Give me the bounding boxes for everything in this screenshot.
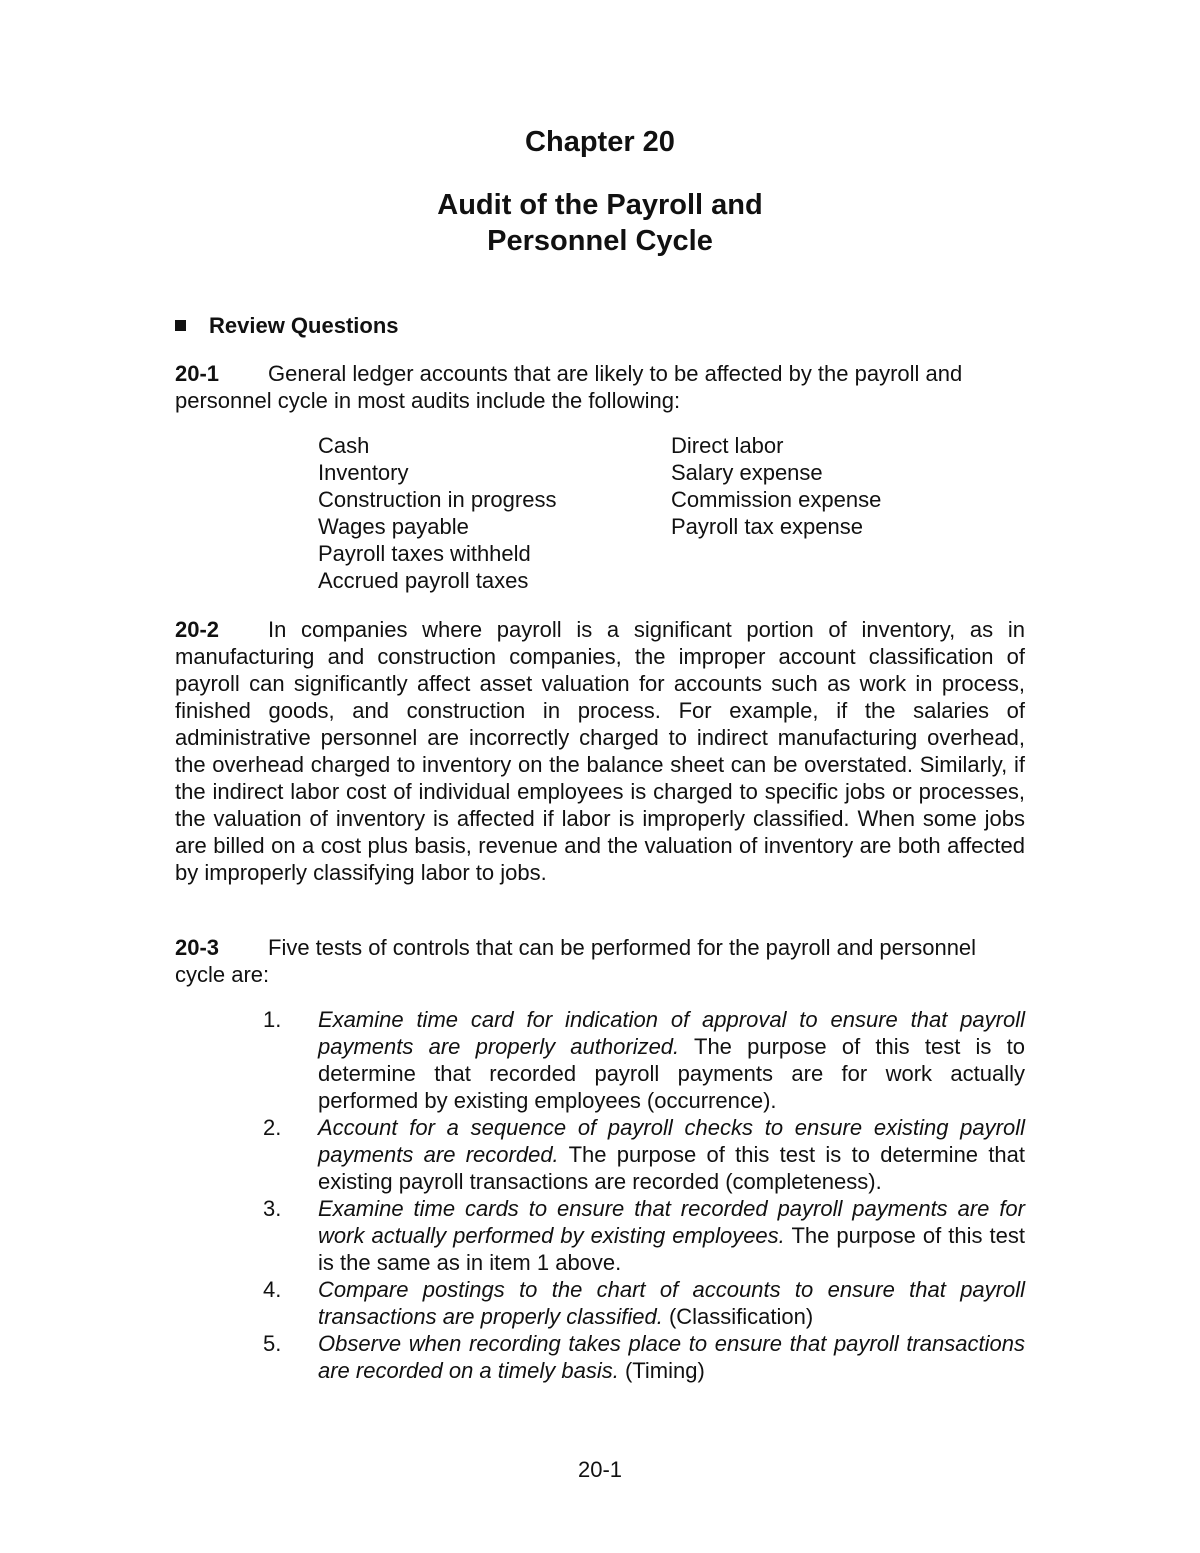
list-item: [263, 1006, 1025, 1114]
question-text: Five tests of controls that can be performed for the payroll and personnel cycle are:: [175, 935, 977, 987]
test-detail: (Classification): [668, 1304, 814, 1329]
list-item: [263, 1114, 1025, 1195]
test-description: Account for a sequence of payroll checks to ensure existing payroll payments are recorded.: [318, 1115, 1025, 1167]
question-text: General ledger accounts that are likely to be affected by the payroll and personnel cycle in most audits include the following:: [175, 361, 963, 413]
question-number: 20-1: [175, 361, 220, 386]
list-item: Payroll tax expense: [671, 514, 863, 539]
account-list-right: [671, 432, 881, 540]
question-text: In companies where payroll is a significant portion of inventory, as in manufacturing and construction companies, the improper account classification of payroll can significantly affect asset valuation for accounts such as work in process, finished goods, and construction in process. For example, if the salaries of administrative personnel are incorrectly charged to indirect manufacturing overhead, the overhead charged to inventory on the balance sheet can be overstated. Similarly, if the indirect labor cost of individual employees is charged to specific jobs or processes, the valuation of inventory is affected if labor is improperly classified. When some jobs are billed on a cost plus basis, revenue and the valuation of inventory are both affected by improperly classifying labor to jobs.: [175, 617, 1025, 885]
test-description: Observe when recording takes place to ensure that payroll transactions are recorded on a timely basis.: [318, 1331, 1025, 1383]
question-20-3: [175, 934, 1025, 988]
list-item: Payroll taxes withheld: [318, 541, 531, 566]
page-number: 20-1: [577, 1457, 623, 1482]
list-item: Cash: [318, 433, 370, 458]
item-number: 1.: [263, 1007, 282, 1032]
controls-test-list: [263, 1006, 1025, 1384]
test-description: Compare postings to the chart of accounts to ensure that payroll transactions are properly classified.: [318, 1277, 1025, 1329]
question-20-2: [175, 616, 1025, 886]
test-description: Examine time card for indication of approval to ensure that payroll payments are properly authorized.: [318, 1007, 1025, 1059]
account-list-left: [318, 432, 556, 594]
square-bullet-icon: [175, 320, 186, 331]
question-number: 20-3: [175, 935, 220, 960]
section-heading: [175, 312, 399, 340]
list-item: Construction in progress: [318, 487, 557, 512]
question-number: 20-2: [175, 617, 220, 642]
list-item: Commission expense: [671, 487, 882, 512]
test-detail: The purpose of this test is to determine that existing payroll transactions are recorded (completeness).: [318, 1142, 1026, 1194]
item-number: 4.: [263, 1277, 282, 1302]
list-item: Accrued payroll taxes: [318, 568, 529, 593]
test-detail: (Timing): [624, 1358, 705, 1383]
test-detail: The purpose of this test is to determine that recorded payroll payments are for work actually performed by existing employees (occurrence).: [318, 1034, 1025, 1113]
list-item: [263, 1330, 1025, 1384]
chapter-title: Chapter 20: [525, 126, 675, 158]
list-item: Wages payable: [318, 514, 469, 539]
chapter-subtitle-line-2: Personnel Cycle: [487, 225, 713, 257]
list-item: Salary expense: [671, 460, 823, 485]
list-item: [263, 1276, 1025, 1330]
list-item: Direct labor: [671, 433, 784, 458]
chapter-subtitle-line-1: Audit of the Payroll and: [437, 189, 763, 221]
list-item: [263, 1195, 1025, 1276]
item-number: 5.: [263, 1331, 282, 1356]
section-heading-label: Review Questions: [209, 313, 399, 338]
test-detail: The purpose of this test is the same as in item 1 above.: [318, 1223, 1026, 1275]
item-number: 2.: [263, 1115, 282, 1140]
list-item: Inventory: [318, 460, 409, 485]
question-20-1: [175, 360, 1025, 414]
test-description: Examine time cards to ensure that recorded payroll payments are for work actually performed by existing employees.: [318, 1196, 1025, 1248]
item-number: 3.: [263, 1196, 282, 1221]
